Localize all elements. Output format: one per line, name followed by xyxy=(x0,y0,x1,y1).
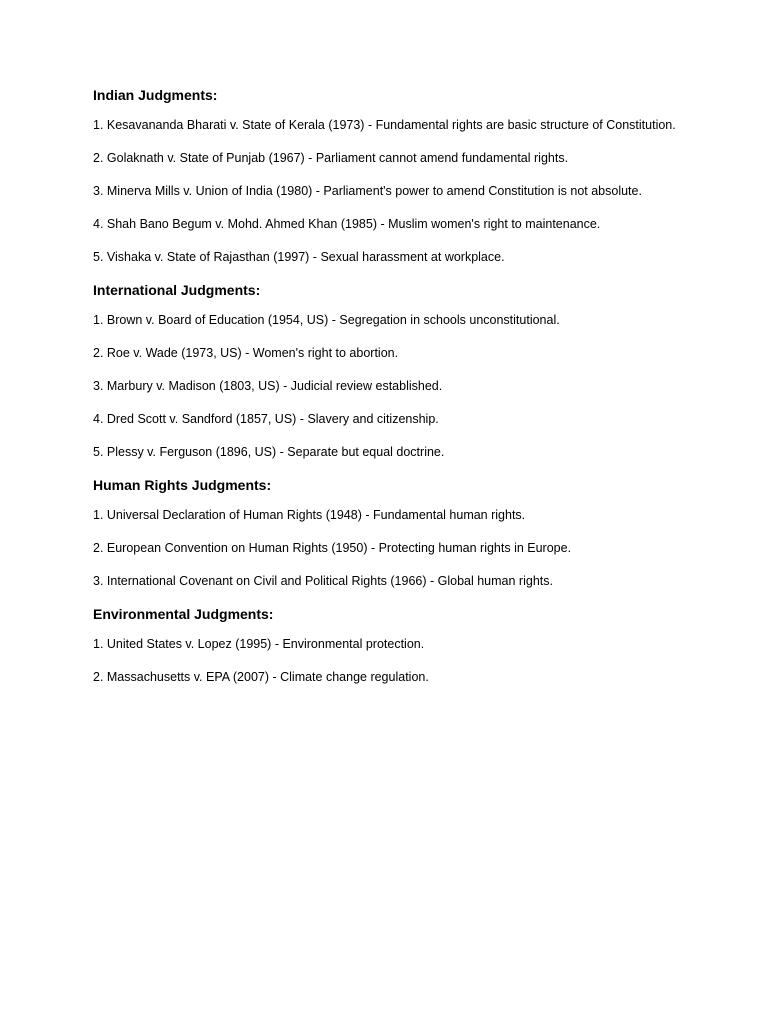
document-body xyxy=(93,86,733,702)
list-item: 1. Kesavananda Bharati v. State of Kerala (1973) - Fundamental rights are basic structure of Constitution. xyxy=(93,118,676,132)
list-item: 5. Vishaka v. State of Rajasthan (1997) - Sexual harassment at workplace. xyxy=(93,250,505,264)
section-environmental-judgments xyxy=(93,605,733,686)
list-item: 4. Shah Bano Begum v. Mohd. Ahmed Khan (1985) - Muslim women's right to maintenance. xyxy=(93,217,601,231)
section-human-rights-judgments xyxy=(93,476,733,590)
list-item: 2. European Convention on Human Rights (1950) - Protecting human rights in Europe. xyxy=(93,541,572,555)
list-item: 3. International Covenant on Civil and Political Rights (1966) - Global human rights. xyxy=(93,574,553,588)
list-item: 3. Marbury v. Madison (1803, US) - Judicial review established. xyxy=(93,379,443,393)
section-indian-judgments xyxy=(93,86,733,266)
section-heading: Indian Judgments: xyxy=(93,87,218,103)
list-item: 2. Roe v. Wade (1973, US) - Women's right to abortion. xyxy=(93,346,399,360)
list-item: 1. Brown v. Board of Education (1954, US) - Segregation in schools unconstitutional. xyxy=(93,313,560,327)
list-item: 4. Dred Scott v. Sandford (1857, US) - Slavery and citizenship. xyxy=(93,412,439,426)
list-item: 2. Golaknath v. State of Punjab (1967) - Parliament cannot amend fundamental rights. xyxy=(93,151,569,165)
section-heading: International Judgments: xyxy=(93,282,261,298)
list-item: 2. Massachusetts v. EPA (2007) - Climate change regulation. xyxy=(93,670,429,684)
section-heading: Environmental Judgments: xyxy=(93,606,274,622)
list-item: 5. Plessy v. Ferguson (1896, US) - Separate but equal doctrine. xyxy=(93,445,445,459)
list-item: 3. Minerva Mills v. Union of India (1980) - Parliament's power to amend Constitution is not absolute. xyxy=(93,184,642,198)
section-international-judgments xyxy=(93,281,733,461)
section-heading: Human Rights Judgments: xyxy=(93,477,272,493)
list-item: 1. United States v. Lopez (1995) - Environmental protection. xyxy=(93,637,425,651)
list-item: 1. Universal Declaration of Human Rights (1948) - Fundamental human rights. xyxy=(93,508,526,522)
